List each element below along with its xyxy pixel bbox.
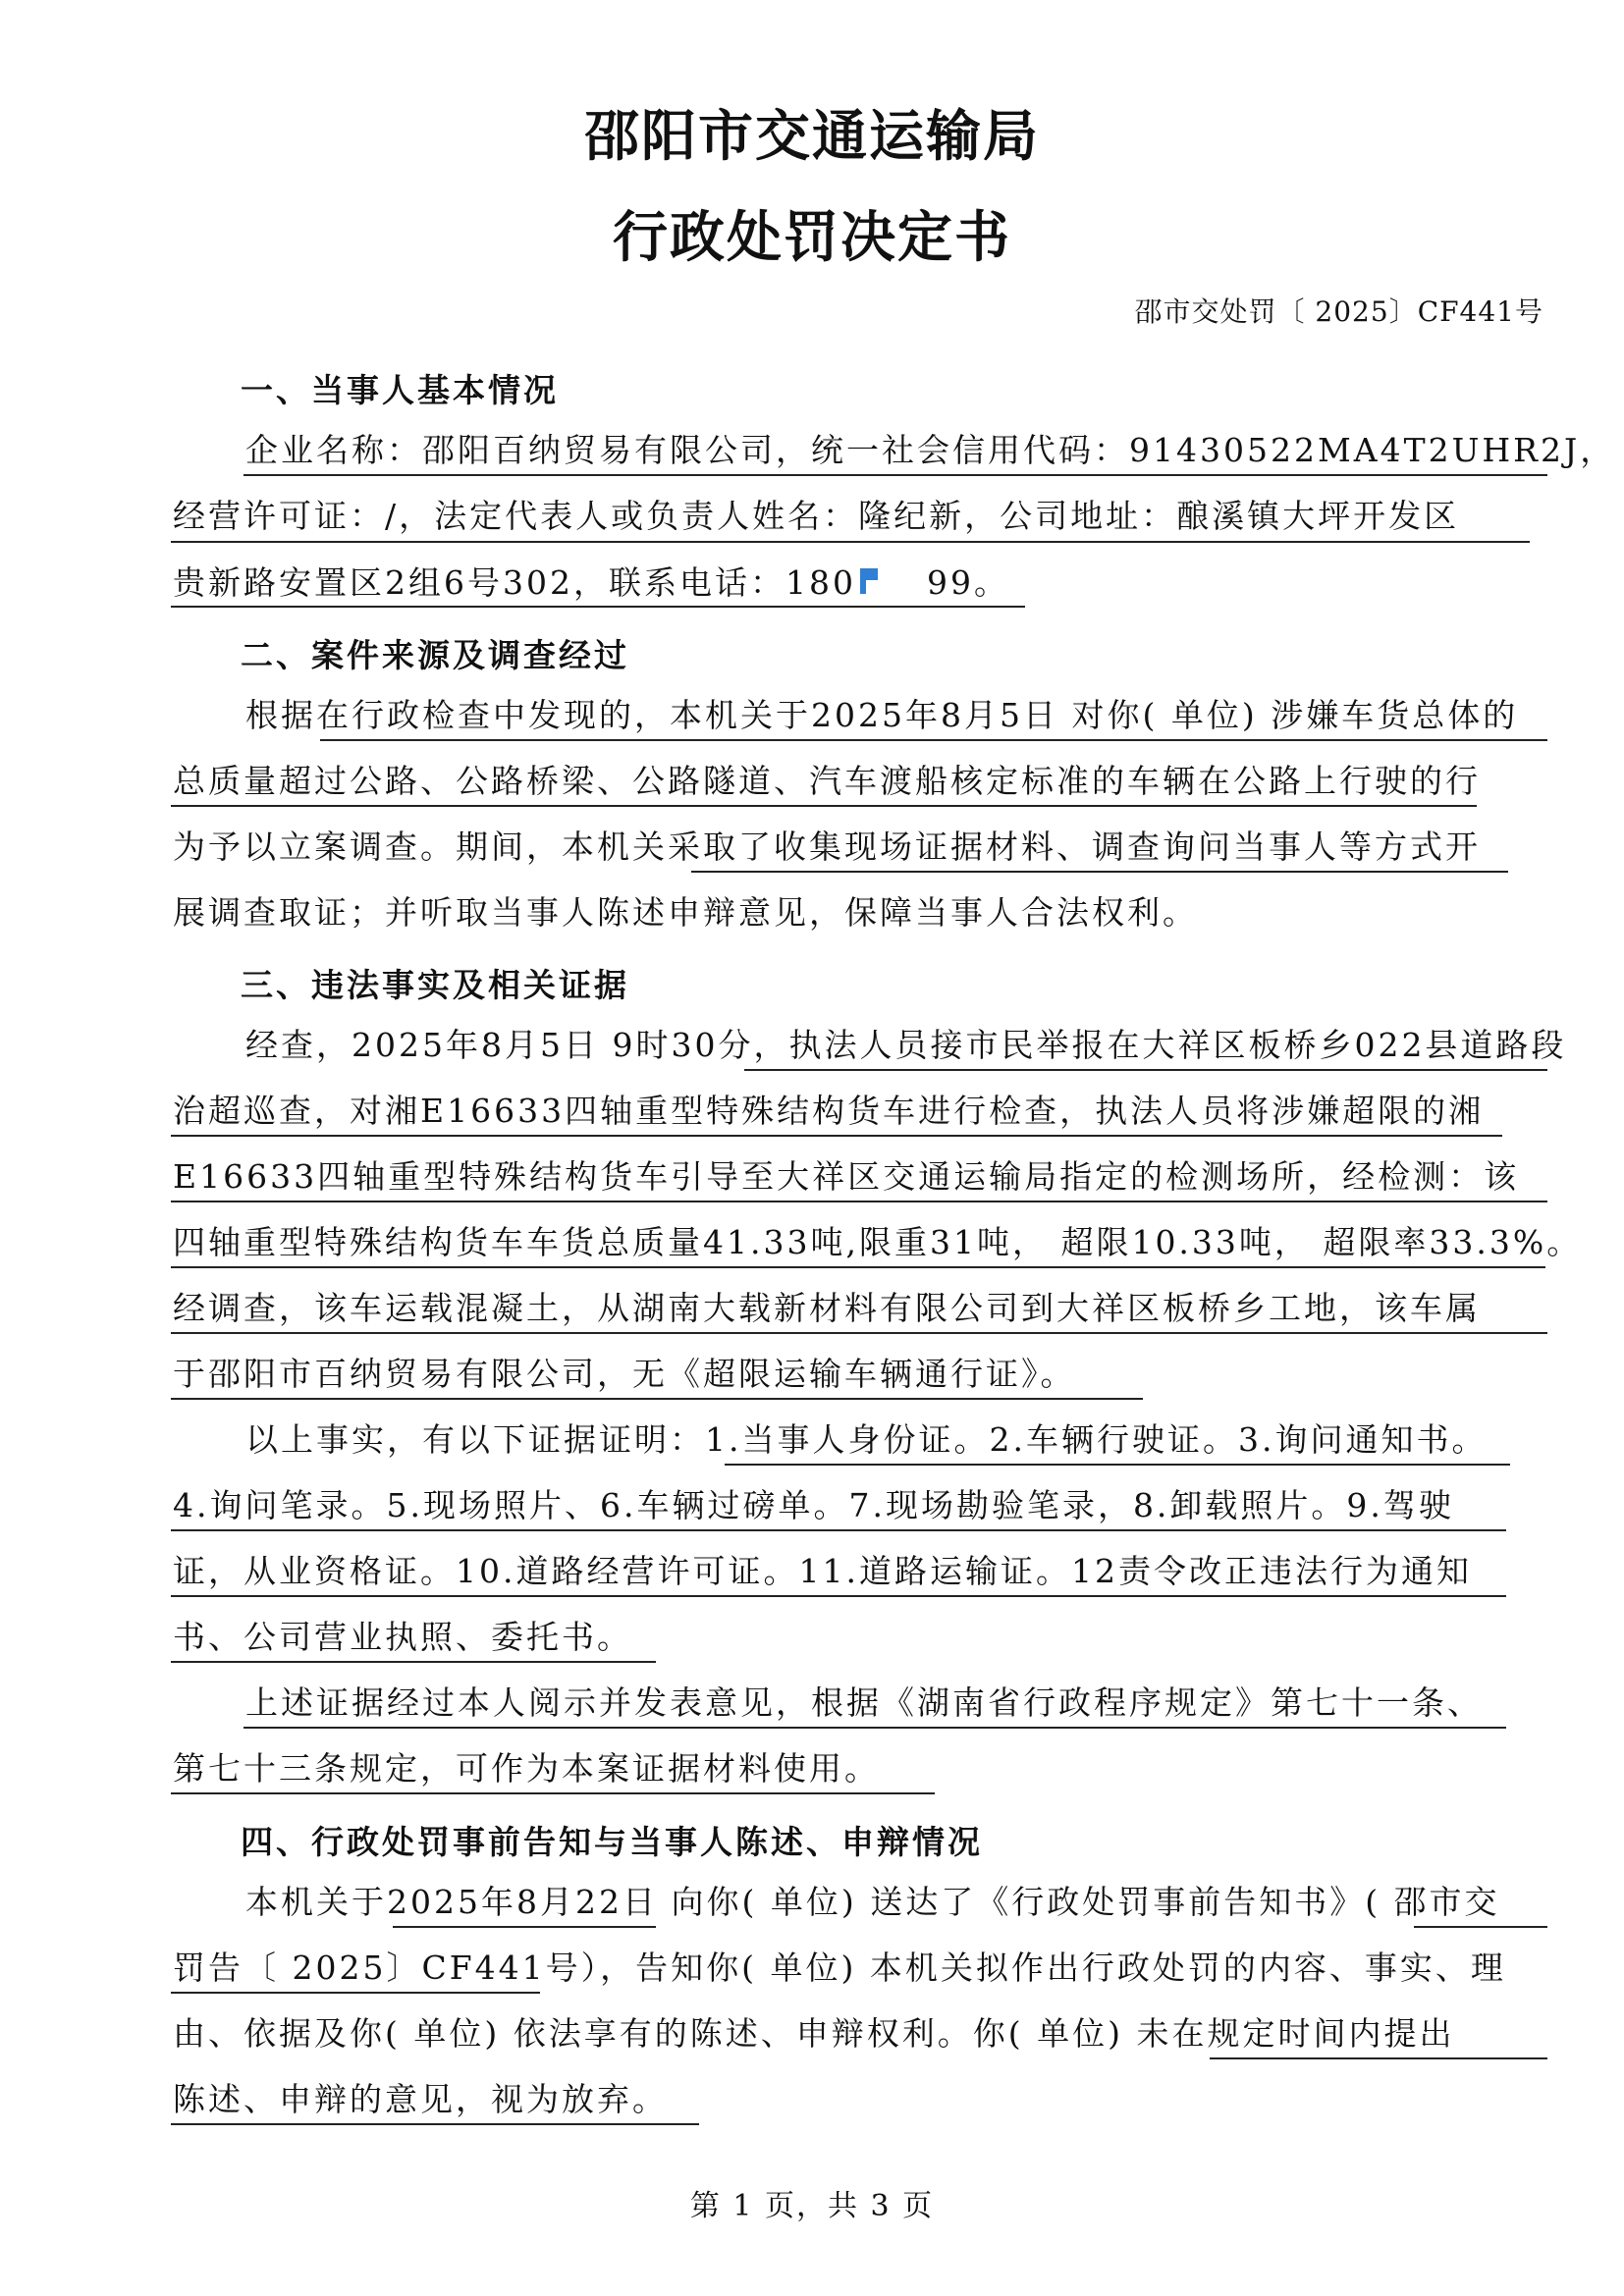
underline <box>1414 1926 1547 1928</box>
underline <box>244 1727 1506 1729</box>
notice-line-1: 本机关于2025年8月22日 向你( 单位) 送达了《行政处罚事前告知书》( 邵市交 <box>245 1883 1500 1921</box>
facts-line-2: 治超巡查，对湘E16633四轴重型特殊结构货车进行检查，执法人员将涉嫌超限的湘 <box>173 1092 1485 1130</box>
phone-tail: 99。 <box>926 563 1009 602</box>
section-heading-case-source: 二、案件来源及调查经过 <box>241 636 629 674</box>
underline <box>171 541 1530 543</box>
underline <box>171 1595 1506 1597</box>
evidence-review-line-1: 上述证据经过本人阅示并发表意见，根据《湖南省行政程序规定》第七十一条、 <box>245 1683 1483 1722</box>
underline <box>171 1398 1143 1400</box>
underline <box>171 1529 1506 1531</box>
notice-line-2: 罚告〔 2025〕CF441号），告知你( 单位) 本机关拟作出行政处罚的内容、事实、理 <box>173 1949 1506 1987</box>
section-heading-party-info: 一、当事人基本情况 <box>241 371 559 409</box>
party-line-1: 企业名称：邵阳百纳贸易有限公司，统一社会信用代码：91430522MA4T2UHR2J， <box>245 431 1616 469</box>
notice-line-3: 由、依据及你( 单位) 依法享有的陈述、申辩权利。你( 单位) 未在规定时间内提出 <box>173 2014 1455 2053</box>
underline <box>171 606 1025 608</box>
notice-line-4: 陈述、申辩的意见，视为放弃。 <box>173 2080 668 2118</box>
underline <box>744 1069 1547 1071</box>
facts-line-1: 经查，2025年8月5日 9时30分，执法人员接市民举报在大祥区板桥乡022县道路段 <box>245 1026 1567 1064</box>
underline <box>320 739 1547 741</box>
underline <box>171 1135 1502 1137</box>
underline <box>725 1464 1510 1466</box>
case-line-3: 为予以立案调查。期间，本机关采取了收集现场证据材料、调查询问当事人等方式开 <box>173 828 1481 866</box>
evidence-line-4: 书、公司营业执照、委托书。 <box>173 1618 632 1656</box>
underline <box>171 805 1477 807</box>
case-line-1: 根据在行政检查中发现的，本机关于2025年8月5日 对你( 单位) 涉嫌车货总体的 <box>245 696 1519 734</box>
document-title: 行政处罚决定书 <box>613 206 1011 270</box>
underline <box>171 1332 1547 1334</box>
evidence-line-1: 以上事实，有以下证据证明：1.当事人身份证。2.车辆行驶证。3.询问通知书。 <box>245 1420 1488 1459</box>
underline <box>393 1926 656 1928</box>
document-number: 邵市交处罚〔 2025〕CF441号 <box>1134 295 1543 328</box>
page-number: 第 1 页，共 3 页 <box>689 2189 935 2223</box>
facts-line-3: E16633四轴重型特殊结构货车引导至大祥区交通运输局指定的检测场所，经检测：该 <box>173 1157 1520 1196</box>
evidence-review-line-2: 第七十三条规定，可作为本案证据材料使用。 <box>173 1749 880 1788</box>
annotation-flag-icon <box>858 566 880 596</box>
section-heading-prior-notice: 四、行政处罚事前告知与当事人陈述、申辩情况 <box>241 1823 983 1861</box>
case-line-4: 展调查取证；并听取当事人陈述申辩意见，保障当事人合法权利。 <box>173 893 1198 932</box>
underline <box>691 871 1508 873</box>
authority-title: 邵阳市交通运输局 <box>584 105 1040 169</box>
evidence-line-3: 证，从业资格证。10.道路经营许可证。11.道路运输证。12责令改正违法行为通知 <box>173 1552 1472 1590</box>
underline <box>244 474 1547 476</box>
case-line-2: 总质量超过公路、公路桥梁、公路隧道、汽车渡船核定标准的车辆在公路上行驶的行 <box>173 762 1481 800</box>
party-line-2: 经营许可证：/，法定代表人或负责人姓名：隆纪新，公司地址：酿溪镇大坪开发区 <box>173 497 1460 535</box>
facts-line-5: 经调查，该车运载混凝土，从湖南大载新材料有限公司到大祥区板桥乡工地，该车属 <box>173 1289 1481 1327</box>
section-heading-violation-facts: 三、违法事实及相关证据 <box>241 966 629 1004</box>
evidence-line-2: 4.询问笔录。5.现场照片、6.车辆过磅单。7.现场勘验笔录，8.卸载照片。9.驾驶 <box>173 1486 1454 1524</box>
facts-line-4: 四轴重型特殊结构货车车货总质量41.33吨,限重31吨， 超限10.33吨， 超限率33.3%。 <box>173 1223 1583 1261</box>
underline <box>171 1266 1545 1268</box>
facts-line-6: 于邵阳市百纳贸易有限公司，无《超限运输车辆通行证》。 <box>173 1355 1076 1393</box>
party-address-phone: 贵新路安置区2组6号302，联系电话：180 <box>173 563 856 602</box>
underline <box>171 1792 935 1794</box>
underline <box>171 1992 540 1994</box>
underline <box>171 1661 656 1663</box>
underline <box>1210 2057 1547 2059</box>
party-line-3 <box>173 561 1009 605</box>
underline <box>171 2123 699 2125</box>
underline <box>171 1201 1547 1202</box>
